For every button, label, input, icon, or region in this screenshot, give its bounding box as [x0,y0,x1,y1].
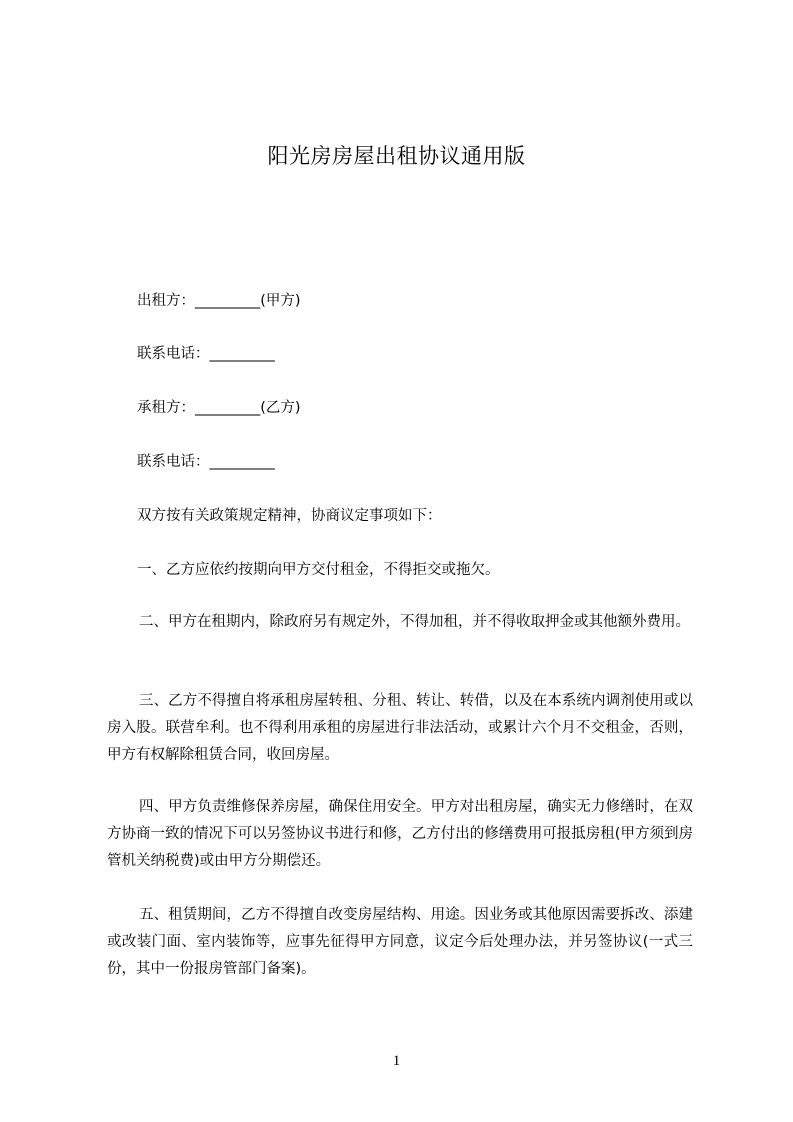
lessee-phone-field: 联系电话：_________ [137,454,275,470]
lessor-field: 出租方：_________(甲方) [137,293,301,309]
lessor-phone-field: 联系电话：_________ [137,346,275,362]
lessee-field: 承租方：_________(乙方) [137,400,301,416]
clause-3: 三、乙方不得擅自将承租房屋转租、分租、转让、转借，以及在本系统内调剂使用或以房入股。联营牟利。也不得利用承租的房屋进行非法活动，或累计六个月不交租金，否则，甲方有权解除租赁合同，收回房屋。 [107,693,693,763]
clause-1: 一、乙方应依约按期向甲方交付租金，不得拒交或拖欠。 [137,562,500,578]
clause-4: 四、甲方负责维修保养房屋，确保住用安全。甲方对出租房屋，确实无力修缮时，在双方协商一致的情况下可以另签协议书进行和修，乙方付出的修缮费用可报抵房租(甲方须到房管机关纳税费)或由甲方分期偿还。 [107,799,693,869]
intro-paragraph: 双方按有关政策规定精神，协商议定事项如下： [137,508,442,524]
page-number: 1 [392,1053,401,1069]
document-title: 阳光房房屋出租协议通用版 [267,144,526,168]
clause-5: 五、租赁期间，乙方不得擅自改变房屋结构、用途。因业务或其他原因需要拆改、添建或改装门面、室内装饰等，应事先征得甲方同意，议定今后处理办法，并另签协议(一式三份，其中一份报房管部门备案)。 [107,907,693,977]
clause-2: 二、甲方在租期内，除政府另有规定外，不得加租，并不得收取押金或其他额外费用。 [139,614,690,630]
